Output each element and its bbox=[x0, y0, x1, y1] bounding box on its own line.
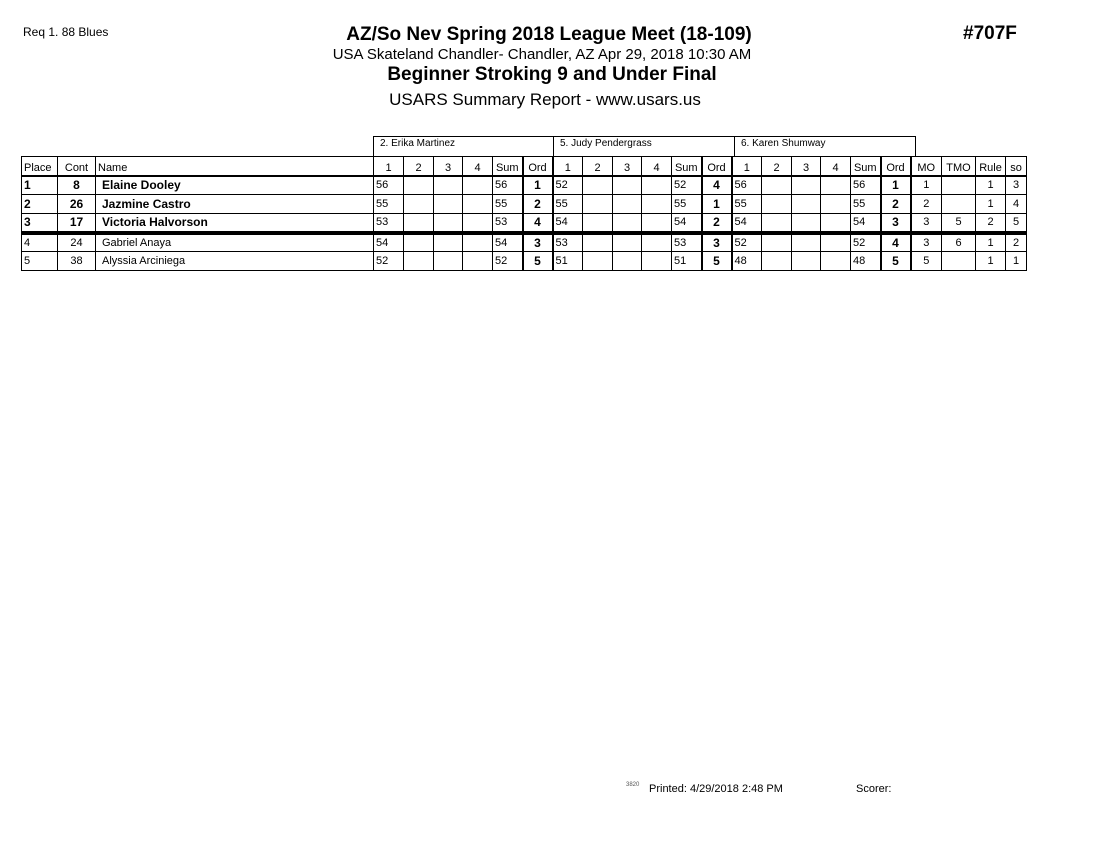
col-mo: MO bbox=[911, 157, 942, 176]
printed-timestamp: Printed: 4/29/2018 2:48 PM bbox=[649, 783, 783, 795]
j2-score-1-cell: 53 bbox=[553, 233, 583, 252]
j2-sum-cell: 54 bbox=[672, 214, 702, 233]
j2-score-1-cell: 52 bbox=[553, 176, 583, 195]
judge-header-1: 2. Erika Martinez bbox=[373, 136, 554, 156]
col-j2-ord: Ord bbox=[702, 157, 732, 176]
skater-name-cell: Victoria Halvorson bbox=[96, 214, 374, 233]
j3-score-1-cell: 55 bbox=[732, 195, 762, 214]
col-j1-s4: 4 bbox=[463, 157, 493, 176]
j2-ordinal-cell: 2 bbox=[702, 214, 732, 233]
j3-score-1-cell: 56 bbox=[732, 176, 762, 195]
j1-score-4-cell bbox=[463, 233, 493, 252]
j1-score-3-cell bbox=[434, 233, 463, 252]
so-cell: 4 bbox=[1006, 195, 1027, 214]
j3-score-3-cell bbox=[792, 252, 821, 271]
contestant-number-cell: 24 bbox=[58, 233, 96, 252]
j1-ordinal-cell: 4 bbox=[523, 214, 553, 233]
col-j2-s1: 1 bbox=[553, 157, 583, 176]
mo-cell: 2 bbox=[911, 195, 942, 214]
col-j1-s1: 1 bbox=[374, 157, 404, 176]
j1-sum-cell: 55 bbox=[493, 195, 523, 214]
j3-sum-cell: 54 bbox=[851, 214, 881, 233]
tmo-cell bbox=[942, 252, 976, 271]
j3-score-1-cell: 52 bbox=[732, 233, 762, 252]
so-cell: 3 bbox=[1006, 176, 1027, 195]
j3-score-3-cell bbox=[792, 233, 821, 252]
j2-ordinal-cell: 4 bbox=[702, 176, 732, 195]
requirement-label: Req 1. 88 Blues bbox=[23, 25, 109, 39]
j1-score-2-cell bbox=[404, 233, 434, 252]
j1-score-2-cell bbox=[404, 195, 434, 214]
mo-cell: 1 bbox=[911, 176, 942, 195]
report-line-text: USARS Summary Report - www.usars.us bbox=[389, 90, 701, 109]
j3-score-2-cell bbox=[762, 233, 792, 252]
table-row bbox=[22, 252, 1027, 271]
j1-ordinal-cell: 3 bbox=[523, 233, 553, 252]
j1-score-1-cell: 53 bbox=[374, 214, 404, 233]
j1-score-2-cell bbox=[404, 176, 434, 195]
judge-header-3: 6. Karen Shumway bbox=[734, 136, 916, 156]
j1-score-2-cell bbox=[404, 214, 434, 233]
j2-sum-cell: 51 bbox=[672, 252, 702, 271]
j3-sum-cell: 55 bbox=[851, 195, 881, 214]
mo-cell: 3 bbox=[911, 214, 942, 233]
col-j3-s4: 4 bbox=[821, 157, 851, 176]
col-j2-s3: 3 bbox=[613, 157, 642, 176]
j1-score-3-cell bbox=[434, 214, 463, 233]
j3-ordinal-cell: 4 bbox=[881, 233, 911, 252]
j1-ordinal-cell: 5 bbox=[523, 252, 553, 271]
j1-score-4-cell bbox=[463, 252, 493, 271]
j3-score-4-cell bbox=[821, 252, 851, 271]
col-cont: Cont bbox=[58, 157, 96, 176]
j3-score-1-cell: 54 bbox=[732, 214, 762, 233]
col-place: Place bbox=[22, 157, 58, 176]
event-code: #707F bbox=[963, 23, 1017, 44]
j3-ordinal-cell: 2 bbox=[881, 195, 911, 214]
mo-cell: 5 bbox=[911, 252, 942, 271]
col-tmo: TMO bbox=[942, 157, 976, 176]
j2-score-2-cell bbox=[583, 176, 613, 195]
table-row bbox=[22, 176, 1027, 195]
j1-score-3-cell bbox=[434, 176, 463, 195]
j3-score-2-cell bbox=[762, 214, 792, 233]
skater-name-cell: Alyssia Arciniega bbox=[96, 252, 374, 271]
col-name: Name bbox=[96, 157, 374, 176]
skater-name-cell: Gabriel Anaya bbox=[96, 233, 374, 252]
place-cell: 4 bbox=[22, 233, 58, 252]
j1-score-4-cell bbox=[463, 214, 493, 233]
j3-score-2-cell bbox=[762, 176, 792, 195]
so-cell: 1 bbox=[1006, 252, 1027, 271]
j1-score-4-cell bbox=[463, 195, 493, 214]
j1-score-1-cell: 52 bbox=[374, 252, 404, 271]
j2-score-4-cell bbox=[642, 233, 672, 252]
col-j1-sum: Sum bbox=[493, 157, 523, 176]
j3-score-4-cell bbox=[821, 176, 851, 195]
j2-score-3-cell bbox=[613, 233, 642, 252]
j3-sum-cell: 48 bbox=[851, 252, 881, 271]
col-j1-s2: 2 bbox=[404, 157, 434, 176]
j1-score-4-cell bbox=[463, 176, 493, 195]
j2-ordinal-cell: 1 bbox=[702, 195, 732, 214]
table-row bbox=[22, 195, 1027, 214]
tmo-cell bbox=[942, 195, 976, 214]
j2-score-1-cell: 55 bbox=[553, 195, 583, 214]
meet-title-text: AZ/So Nev Spring 2018 League Meet (18-109) bbox=[346, 24, 752, 45]
venue-line bbox=[0, 46, 1100, 63]
j3-ordinal-cell: 3 bbox=[881, 214, 911, 233]
so-cell: 2 bbox=[1006, 233, 1027, 252]
contestant-number-cell: 8 bbox=[58, 176, 96, 195]
j2-score-4-cell bbox=[642, 252, 672, 271]
j2-sum-cell: 52 bbox=[672, 176, 702, 195]
results-table bbox=[21, 156, 1027, 271]
table-row bbox=[22, 214, 1027, 233]
j1-score-2-cell bbox=[404, 252, 434, 271]
col-j3-s2: 2 bbox=[762, 157, 792, 176]
skater-name-cell: Jazmine Castro bbox=[96, 195, 374, 214]
col-j3-sum: Sum bbox=[851, 157, 881, 176]
rule-cell: 1 bbox=[976, 195, 1006, 214]
j3-ordinal-cell: 5 bbox=[881, 252, 911, 271]
rule-cell: 1 bbox=[976, 176, 1006, 195]
event-name-text: Beginner Stroking 9 and Under Final bbox=[387, 64, 717, 85]
j2-score-2-cell bbox=[583, 252, 613, 271]
col-j2-sum: Sum bbox=[672, 157, 702, 176]
j2-sum-cell: 55 bbox=[672, 195, 702, 214]
j2-score-1-cell: 54 bbox=[553, 214, 583, 233]
col-j2-s2: 2 bbox=[583, 157, 613, 176]
j3-score-4-cell bbox=[821, 195, 851, 214]
j3-score-3-cell bbox=[792, 214, 821, 233]
col-j1-ord: Ord bbox=[523, 157, 553, 176]
j2-score-3-cell bbox=[613, 176, 642, 195]
j1-sum-cell: 52 bbox=[493, 252, 523, 271]
contestant-number-cell: 38 bbox=[58, 252, 96, 271]
j2-sum-cell: 53 bbox=[672, 233, 702, 252]
rule-cell: 1 bbox=[976, 233, 1006, 252]
j2-score-2-cell bbox=[583, 214, 613, 233]
place-cell: 1 bbox=[22, 176, 58, 195]
contestant-number-cell: 17 bbox=[58, 214, 96, 233]
j3-score-1-cell: 48 bbox=[732, 252, 762, 271]
place-cell: 3 bbox=[22, 214, 58, 233]
j2-ordinal-cell: 5 bbox=[702, 252, 732, 271]
report-line bbox=[0, 90, 1100, 110]
j3-score-4-cell bbox=[821, 214, 851, 233]
col-j3-ord: Ord bbox=[881, 157, 911, 176]
place-cell: 5 bbox=[22, 252, 58, 271]
footer-code: 3820 bbox=[626, 782, 640, 788]
j2-score-3-cell bbox=[613, 252, 642, 271]
j2-ordinal-cell: 3 bbox=[702, 233, 732, 252]
table-header-row bbox=[22, 157, 1027, 176]
rule-cell: 1 bbox=[976, 252, 1006, 271]
col-j3-s1: 1 bbox=[732, 157, 762, 176]
col-j2-s4: 4 bbox=[642, 157, 672, 176]
j1-score-1-cell: 56 bbox=[374, 176, 404, 195]
place-cell: 2 bbox=[22, 195, 58, 214]
j2-score-3-cell bbox=[613, 214, 642, 233]
j3-score-2-cell bbox=[762, 195, 792, 214]
event-name bbox=[0, 64, 1100, 86]
contestant-number-cell: 26 bbox=[58, 195, 96, 214]
skater-name-cell: Elaine Dooley bbox=[96, 176, 374, 195]
j2-score-4-cell bbox=[642, 195, 672, 214]
j1-ordinal-cell: 2 bbox=[523, 195, 553, 214]
j3-ordinal-cell: 1 bbox=[881, 176, 911, 195]
j3-sum-cell: 52 bbox=[851, 233, 881, 252]
venue-line-text: USA Skateland Chandler- Chandler, AZ Apr 29, 2018 10:30 AM bbox=[332, 46, 752, 63]
j1-score-1-cell: 54 bbox=[374, 233, 404, 252]
j1-score-3-cell bbox=[434, 252, 463, 271]
j3-score-4-cell bbox=[821, 233, 851, 252]
j1-score-1-cell: 55 bbox=[374, 195, 404, 214]
table-row bbox=[22, 233, 1027, 252]
j1-score-3-cell bbox=[434, 195, 463, 214]
j1-sum-cell: 54 bbox=[493, 233, 523, 252]
j1-sum-cell: 56 bbox=[493, 176, 523, 195]
j3-score-3-cell bbox=[792, 195, 821, 214]
j3-score-3-cell bbox=[792, 176, 821, 195]
j2-score-4-cell bbox=[642, 176, 672, 195]
col-rule: Rule bbox=[976, 157, 1006, 176]
judge-header-2: 5. Judy Pendergrass bbox=[553, 136, 735, 156]
tmo-cell: 6 bbox=[942, 233, 976, 252]
scorer-label: Scorer: bbox=[856, 783, 892, 795]
j2-score-4-cell bbox=[642, 214, 672, 233]
j1-ordinal-cell: 1 bbox=[523, 176, 553, 195]
j2-score-1-cell: 51 bbox=[553, 252, 583, 271]
col-j1-s3: 3 bbox=[434, 157, 463, 176]
j2-score-3-cell bbox=[613, 195, 642, 214]
so-cell: 5 bbox=[1006, 214, 1027, 233]
tmo-cell: 5 bbox=[942, 214, 976, 233]
j2-score-2-cell bbox=[583, 195, 613, 214]
j3-score-2-cell bbox=[762, 252, 792, 271]
rule-cell: 2 bbox=[976, 214, 1006, 233]
col-so: so bbox=[1006, 157, 1027, 176]
mo-cell: 3 bbox=[911, 233, 942, 252]
tmo-cell bbox=[942, 176, 976, 195]
col-j3-s3: 3 bbox=[792, 157, 821, 176]
meet-title bbox=[0, 24, 1100, 46]
j3-sum-cell: 56 bbox=[851, 176, 881, 195]
j1-sum-cell: 53 bbox=[493, 214, 523, 233]
j2-score-2-cell bbox=[583, 233, 613, 252]
